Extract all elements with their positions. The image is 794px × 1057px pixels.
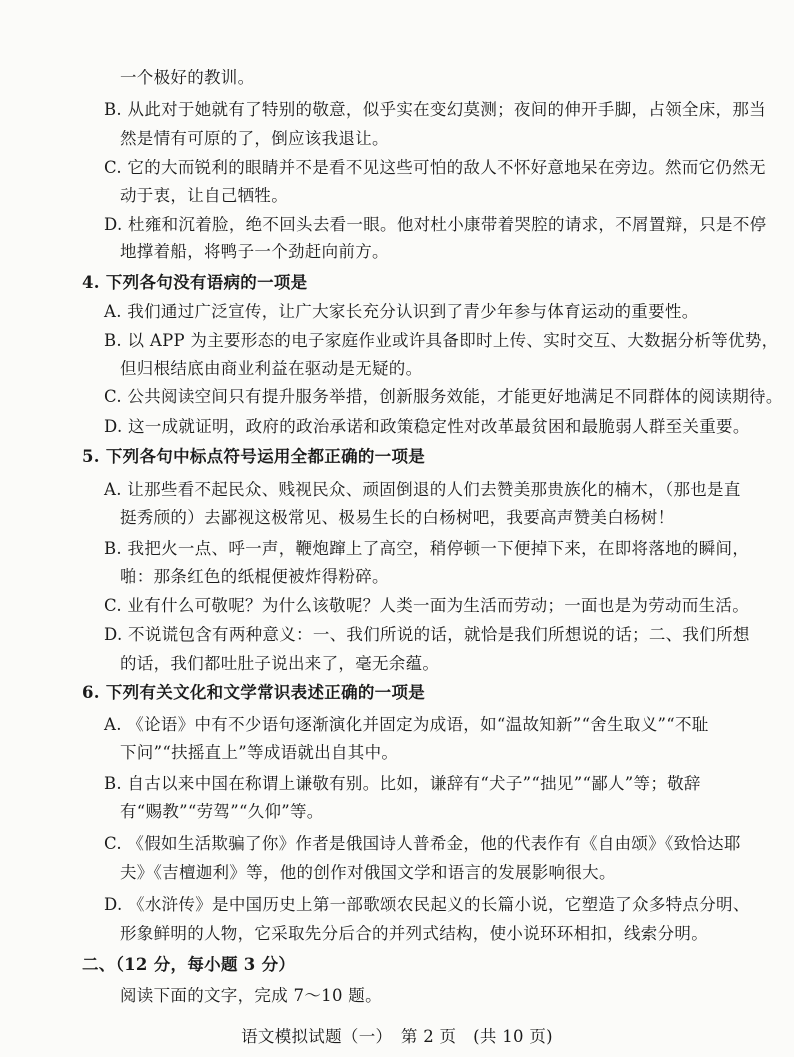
q6-option-b: B. 自古以来中国在称谓上谦敬有别。比如，谦辞有“犬子”“拙见”“鄙人”等；敬辞 xyxy=(104,774,701,793)
text-line: 下问”“扶摇直上”等成语就出自其中。 xyxy=(120,743,399,762)
text-line: 一个极好的教训。 xyxy=(120,68,255,87)
text-line: 然是情有可原的了，倒应该我退让。 xyxy=(120,129,389,148)
page-footer: 语文模拟试题（一） 第 2 页 (共 10 页) xyxy=(241,1027,553,1046)
question-6-stem: 6. 下列有关文化和文学常识表述正确的一项是 xyxy=(82,683,426,702)
text-line: 啪：那条红色的纸棍便被炸得粉碎。 xyxy=(120,567,389,586)
text-line: 形象鲜明的人物，它采取先分后合的并列式结构，使小说环环相扣，线索分明。 xyxy=(120,924,708,943)
question-5-stem: 5. 下列各句中标点符号运用全都正确的一项是 xyxy=(82,447,426,466)
option-d-line: D. 杜雍和沉着脸，绝不回头去看一眼。他对杜小康带着哭腔的请求，不屑置辩，只是不停 xyxy=(104,215,767,234)
text-line: 夫》《吉檀迦利》等，他的创作对俄国文学和语言的发展影响很大。 xyxy=(120,863,616,882)
q6-option-c: C. 《假如生活欺骗了你》作者是俄国诗人普希金，他的代表作有《自由颂》《致恰达耶 xyxy=(104,834,741,853)
q5-option-c: C. 业有什么可敬呢？为什么该敬呢？人类一面为生活而劳动；一面也是为劳动而生活。 xyxy=(104,596,750,615)
text-line: 但归根结底由商业利益在驱动是无疑的。 xyxy=(120,359,423,378)
q4-option-d: D. 这一成就证明，政府的政治承诺和政策稳定性对改革最贫困和最脆弱人群至关重要。 xyxy=(104,417,750,436)
section-two-heading: 二、（12 分，每小题 3 分） xyxy=(82,955,296,974)
q6-option-d: D. 《水浒传》是中国历史上第一部歌颂农民起义的长篇小说，它塑造了众多特点分明、 xyxy=(104,895,750,914)
q4-option-c: C. 公共阅读空间只有提升服务举措，创新服务效能，才能更好地满足不同群体的阅读期待。 xyxy=(104,387,783,406)
text-line: 有“赐教”“劳驾”“久仰”等。 xyxy=(120,802,324,821)
q4-option-a: A. 我们通过广泛宣传，让广大家长充分认识到了青少年参与体育运动的重要性。 xyxy=(104,302,699,321)
text-line: 挺秀颀的）去鄙视这极常见、极易生长的白杨树吧，我要高声赞美白杨树！ xyxy=(120,508,675,527)
option-b-line: B. 从此对于她就有了特别的敬意，似乎实在变幻莫测；夜间的伸开手脚，占领全床，那当 xyxy=(104,100,766,119)
q4-option-b: B. 以 APP 为主要形态的电子家庭作业或许具备即时上传、实时交互、大数据分析等优势， xyxy=(104,331,779,350)
q6-option-a: A. 《论语》中有不少语句逐渐演化并固定为成语，如“温故知新”“舍生取义”“不耻 xyxy=(104,715,709,734)
q5-option-a: A. 让那些看不起民众、贱视民众、顽固倒退的人们去赞美那贵族化的楠木，（那也是直 xyxy=(104,480,741,499)
text-line: 的话，我们都吐肚子说出来了，毫无余蕴。 xyxy=(120,654,440,673)
q5-option-b: B. 我把火一点、呼一声，鞭炮蹿上了高空，稍停顿一下便掉下来，在即将落地的瞬间， xyxy=(104,539,750,558)
text-line: 动于衷，让自己牺牲。 xyxy=(120,186,288,205)
option-c-line: C. 它的大而锐利的眼睛并不是看不见这些可怕的敌人不怀好意地呆在旁边。然而它仍然无 xyxy=(104,158,766,177)
q5-option-d: D. 不说谎包含有两种意义：一、我们所说的话，就恰是我们所想说的话；二、我们所想 xyxy=(104,625,750,644)
reading-instruction: 阅读下面的文字，完成 7～10 题。 xyxy=(120,986,382,1005)
text-line: 地撑着船，将鸭子一个劲赶向前方。 xyxy=(120,242,389,261)
question-4-stem: 4. 下列各句没有语病的一项是 xyxy=(82,273,308,292)
